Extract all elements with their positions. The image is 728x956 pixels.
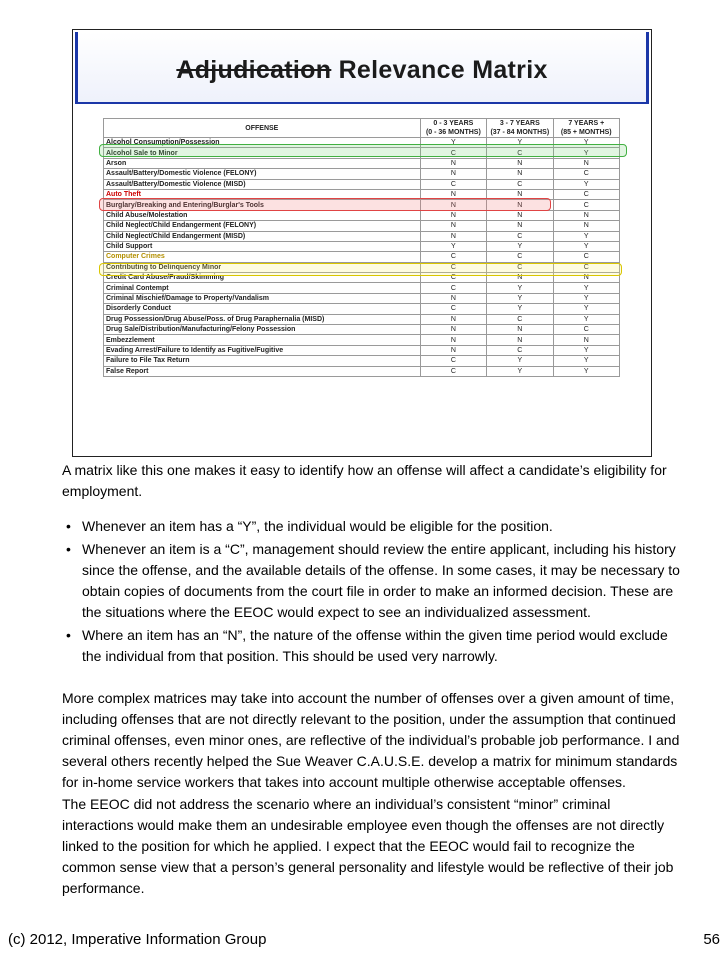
rating-0-3-cell: N (420, 210, 486, 220)
rating-0-3-cell: C (420, 304, 486, 314)
offense-cell: False Report (104, 366, 421, 376)
rating-7-plus-cell: Y (553, 148, 619, 158)
highlight-yellow (99, 263, 622, 276)
rating-3-7-cell: Y (487, 293, 553, 303)
rating-7-plus-cell: Y (553, 314, 619, 324)
offense-cell: Assault/Battery/Domestic Violence (MISD) (104, 179, 421, 189)
offense-cell: Arson (104, 158, 421, 168)
rating-0-3-cell: N (420, 189, 486, 199)
rating-3-7-cell: N (487, 273, 553, 283)
table-row (104, 293, 620, 303)
table-row (104, 345, 620, 355)
rating-7-plus-cell: C (553, 252, 619, 262)
offense-cell: Child Abuse/Molestation (104, 210, 421, 220)
bullet-list (62, 516, 682, 669)
offense-cell: Child Neglect/Child Endangerment (MISD) (104, 231, 421, 241)
rating-0-3-cell: N (420, 221, 486, 231)
offense-cell: Embezzlement (104, 335, 421, 345)
offense-cell: Burglary/Breaking and Entering/Burglar's Tools (104, 200, 421, 210)
rating-3-7-cell: Y (487, 241, 553, 251)
rating-7-plus-cell: Y (553, 304, 619, 314)
offense-cell: Drug Possession/Drug Abuse/Poss. of Drug Paraphernalia (MISD) (104, 314, 421, 324)
rating-0-3-cell: N (420, 345, 486, 355)
rating-0-3-cell: Y (420, 138, 486, 148)
rating-0-3-cell: N (420, 335, 486, 345)
rating-7-plus-cell: Y (553, 345, 619, 355)
rating-3-7-cell: N (487, 325, 553, 335)
highlight-green (99, 144, 627, 157)
table-row (104, 252, 620, 262)
offense-cell: Disorderly Conduct (104, 304, 421, 314)
table-row (104, 179, 620, 189)
table-row (104, 231, 620, 241)
rating-7-plus-cell: N (553, 221, 619, 231)
offense-cell: Alcohol Consumption/Possession (104, 138, 421, 148)
rating-0-3-cell: N (420, 200, 486, 210)
rating-0-3-cell: N (420, 314, 486, 324)
page-number: 56 (703, 931, 720, 948)
rating-3-7-cell: Y (487, 304, 553, 314)
offense-cell: Contributing to Delinquency Minor (104, 262, 421, 272)
rating-7-plus-cell: Y (553, 366, 619, 376)
title-rest: Relevance Matrix (338, 56, 548, 84)
footer-copyright: (c) 2012, Imperative Information Group (8, 931, 267, 948)
rating-0-3-cell: C (420, 273, 486, 283)
offense-cell: Computer Crimes (104, 252, 421, 262)
rating-0-3-cell: N (420, 231, 486, 241)
table-row (104, 314, 620, 324)
table-row (104, 241, 620, 251)
rating-0-3-cell: C (420, 262, 486, 272)
rating-7-plus-cell: Y (553, 293, 619, 303)
rating-7-plus-cell: Y (553, 241, 619, 251)
rating-7-plus-cell: C (553, 200, 619, 210)
rating-3-7-cell: C (487, 179, 553, 189)
adjudication-matrix (103, 118, 633, 448)
table-row (104, 158, 620, 168)
offense-cell: Criminal Contempt (104, 283, 421, 293)
rating-3-7-cell: Y (487, 138, 553, 148)
paragraph-eeoc-scenario: The EEOC did not address the scenario where an individual’s consistent “minor” criminal interactions would make them an undesirable employee even though the offenses are not directly linked to the position for which he applied. I expect that the EEOC would fail to recognize the common sense view that a person’s general personality and lifestyle would be reflective of their job performance. (62, 796, 674, 896)
offense-cell: Child Support (104, 241, 421, 251)
offense-cell: Evading Arrest/Failure to Identify as Fugitive/Fugitive (104, 345, 421, 355)
bullet-item: • Whenever an item is a “C”, management should review the entire applicant, including his history since the offense, and the available details of the offense. In some cases, it may be necessary to obtain copies of documents from the court file in order to make an informed decision. These are the situations where the EEOC would expect to see an individualized assessment. (66, 541, 680, 620)
rating-7-plus-cell: C (553, 325, 619, 335)
rating-0-3-cell: C (420, 252, 486, 262)
rating-3-7-cell: C (487, 314, 553, 324)
table-row (104, 169, 620, 179)
table-row (104, 210, 620, 220)
header-3-7-years: 3 - 7 YEARS (37 - 84 MONTHS) (487, 119, 553, 138)
rating-3-7-cell: N (487, 189, 553, 199)
rating-7-plus-cell: N (553, 273, 619, 283)
rating-3-7-cell: N (487, 169, 553, 179)
table-row (104, 366, 620, 376)
rating-3-7-cell: Y (487, 283, 553, 293)
paragraph-complex-matrices: More complex matrices may take into account the number of offenses over a given amount of time, including offenses that are not directly relevant to the position, under the assumption that continued criminal offenses, even minor ones, are reflective of the individual’s probable job performance. I and several others recently helped the Sue Weaver C.A.U.S.E. develop a matrix for minimum standards for in-home service workers that takes into account multiple otherwise acceptable offenses. (62, 690, 680, 790)
rating-7-plus-cell: Y (553, 231, 619, 241)
rating-0-3-cell: C (420, 366, 486, 376)
rating-0-3-cell: Y (420, 241, 486, 251)
header-7-plus-years: 7 YEARS + (85 + MONTHS) (553, 119, 619, 138)
rating-7-plus-cell: N (553, 158, 619, 168)
rating-0-3-cell: N (420, 293, 486, 303)
table-row (104, 283, 620, 293)
offense-cell: Criminal Mischief/Damage to Property/Vandalism (104, 293, 421, 303)
rating-7-plus-cell: Y (553, 356, 619, 366)
rating-7-plus-cell: C (553, 189, 619, 199)
rating-7-plus-cell: C (553, 169, 619, 179)
rating-3-7-cell: N (487, 335, 553, 345)
rating-0-3-cell: C (420, 356, 486, 366)
rating-0-3-cell: N (420, 325, 486, 335)
rating-3-7-cell: Y (487, 366, 553, 376)
rating-7-plus-cell: Y (553, 283, 619, 293)
rating-3-7-cell: N (487, 200, 553, 210)
table-row (104, 304, 620, 314)
rating-3-7-cell: N (487, 158, 553, 168)
table-row (104, 335, 620, 345)
rating-3-7-cell: C (487, 231, 553, 241)
rating-7-plus-cell: Y (553, 179, 619, 189)
title-struck-word: Adjudication (176, 56, 332, 84)
bullet-item: • Whenever an item has a “Y”, the individual would be eligible for the position. (66, 518, 553, 534)
rating-3-7-cell: C (487, 262, 553, 272)
rating-3-7-cell: N (487, 210, 553, 220)
rating-7-plus-cell: C (553, 262, 619, 272)
table-row (104, 325, 620, 335)
rating-3-7-cell: Y (487, 356, 553, 366)
header-offense: OFFENSE (104, 119, 421, 138)
offense-cell: Child Neglect/Child Endangerment (FELONY) (104, 221, 421, 231)
table-row (104, 221, 620, 231)
offense-cell: Auto Theft (104, 189, 421, 199)
offense-cell: Credit Card Abuse/Fraud/Skimming (104, 273, 421, 283)
rating-3-7-cell: C (487, 148, 553, 158)
rating-0-3-cell: C (420, 148, 486, 158)
title-banner (75, 32, 649, 104)
rating-7-plus-cell: Y (553, 138, 619, 148)
table-row (104, 356, 620, 366)
rating-0-3-cell: N (420, 169, 486, 179)
intro-paragraph: A matrix like this one makes it easy to identify how an offense will affect a candidate’s eligibility for employment. (62, 462, 667, 499)
rating-3-7-cell: C (487, 345, 553, 355)
rating-7-plus-cell: N (553, 335, 619, 345)
rating-7-plus-cell: N (553, 210, 619, 220)
rating-3-7-cell: N (487, 221, 553, 231)
offense-cell: Failure to File Tax Return (104, 356, 421, 366)
rating-0-3-cell: C (420, 179, 486, 189)
offense-cell: Drug Sale/Distribution/Manufacturing/Felony Possession (104, 325, 421, 335)
rating-0-3-cell: C (420, 283, 486, 293)
rating-0-3-cell: N (420, 158, 486, 168)
offense-cell: Assault/Battery/Domestic Violence (FELONY) (104, 169, 421, 179)
rating-3-7-cell: C (487, 252, 553, 262)
slide-title (78, 56, 646, 85)
header-0-3-years: 0 - 3 YEARS (0 - 36 MONTHS) (420, 119, 486, 138)
offense-cell: Alcohol Sale to Minor (104, 148, 421, 158)
bullet-item: • Where an item has an “N”, the nature of the offense within the given time period would exclude the individual from that position. This should be used very narrowly. (66, 627, 668, 664)
slide-image (72, 29, 652, 457)
highlight-red (99, 198, 551, 211)
